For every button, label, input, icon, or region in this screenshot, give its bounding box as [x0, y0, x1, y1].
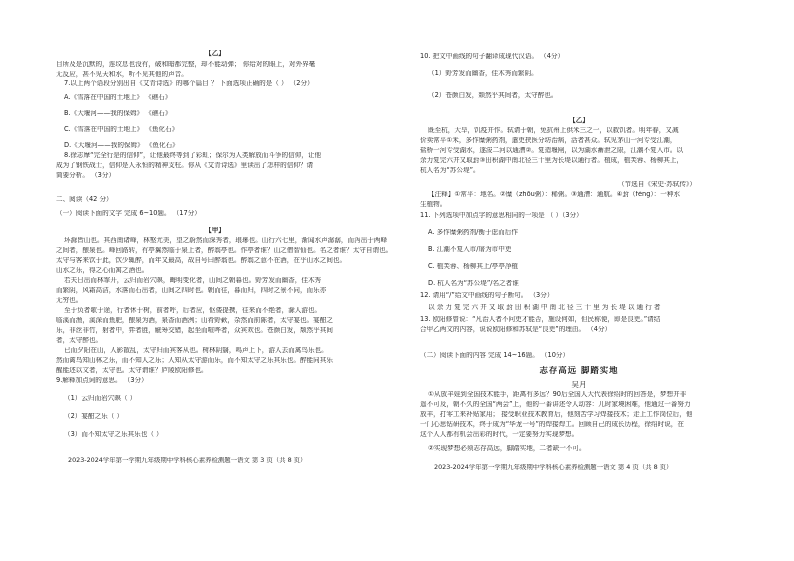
page-footer: 2023-2024学年第一学期九年级期中学科核心素养检测题一语文 第 3 页（共 8 页） — [68, 457, 307, 464]
text-line-q10b: （2）苍颜白发，颓然乎其间者，太守醉也。 — [428, 92, 558, 99]
text-line-q9a: （1）云归而岩穴暝（ ） — [64, 395, 137, 402]
text-line-p14: 醒能述以文者，太守也。太守谓谁？庐陵欧阳修也。 — [56, 367, 208, 374]
text-line-q9: 9.解释加点词的意思。 （3分） — [56, 377, 148, 384]
text-line-q7d: D.《大堰河——我的保姆》 《鱼化石》 — [64, 142, 179, 149]
text-line-b04: 余力复完六井又取葑③田积湖中南北径三十里为长堤以通行者。植成，植芙蓉、杨柳其上， — [420, 157, 684, 164]
text-line-q12a: 以 余 力 复 完 六 井 又 取 葑 田 积 湖 中 南 北 径 三 十 里 为 长 堤 以 通 行 者 — [428, 304, 661, 311]
left-page — [56, 0, 393, 561]
text-line-sec2: 二、阅读（42 分） — [56, 196, 113, 203]
text-line-e02: 遥不可及，朝不久的全国“两会”上，他的一番讲述令人动容：儿时家境困难，他通过一番努力 — [420, 401, 691, 408]
text-line-p11: 者，太守醉也。 — [56, 337, 103, 344]
text-line-b07: 【注释】①常平：地名。②糜（zhōu粥）：稀粥。③通漕：通航。④葑（fèng）：一种水 — [428, 191, 681, 198]
text-line-b08: 生植物。 — [420, 201, 447, 208]
text-line-b01: 既至杭，大旱，饥疫并作。轼请于朝，免抗州上供米三之一，以救饥者。明年春，又减 — [428, 127, 679, 134]
text-line-p01: 环滁皆山也。其西南诸峰，林壑尤美，望之蔚然而深秀者，琅琊也。山行六七里，渐闻水声潺潺，而泻出于两峰 — [64, 237, 388, 244]
text-line-b02: 价卖常平①米，多作糜粥药剂，遣吏挟医分坊治病，活者甚众。轼见茅山一河专受江潮， — [420, 137, 677, 144]
text-line-q11d: D. 杭人名为“苏公堤”/名之者谁 — [428, 280, 519, 287]
text-line-p12: 已而夕阳在山，人影散乱，太守归而宾客从也。树林阴翳，鸣声上下，游人去而禽鸟乐也。 — [64, 347, 328, 354]
text-line-p13: 然而禽鸟知山林之乐，而不知人之乐；人知从太守游而乐，而不知太守之乐其乐也。醉能同其乐 — [56, 357, 333, 364]
text-line-e05: 这个人人都有机会出彩的时代，一定要努力实现梦想。 — [420, 431, 579, 438]
text-line-e03: 放羊，打零工来补贴家用； 接受职业技术教育后，他刻苦学习焊接技术；走上工作岗位后，他 — [420, 411, 693, 418]
text-line-b06: （节选自《宋史·苏轼传》） — [618, 181, 696, 188]
text-line-essay-title: 志存高远 脚踏实地 — [539, 366, 619, 375]
text-line-q9b: （2）宴酣之乐（ ） — [64, 413, 124, 420]
text-line-p03: 太守与客来饮于此，饮少辄醉，而年又最高，故自号曰醉翁也。醉翁之意不在酒，在乎山水之间也。 — [56, 257, 347, 264]
text-line-e01: ①从放羊娃到全国技术能手，距离有多远？90后全国人大代表徐绍时的回答是，梦想并非 — [428, 391, 687, 398]
text-line-q12: 12. 请用“/”给文中画线的句子断句。 （3分） — [420, 292, 554, 299]
text-line-q8b: 成为了钢铁战士，信仰是人永恒的精神支柱。你从《艾青诗选》里读出了怎样的信仰？请 — [56, 162, 314, 169]
text-line-q10: 10. 把文中画线的句子翻译成现代汉语。 （4分） — [420, 53, 565, 60]
text-line-l01: 目所及是沉默的，连坟息也没有，破和暗都完整，却不能动弹； 你给对的眼上，对外界毫 — [56, 61, 316, 68]
text-line-b05: 杭人名为“苏公堤”。 — [420, 167, 480, 174]
text-line-q9c: （3）而不知太守之乐其乐也（ ） — [64, 431, 163, 438]
text-line-q8c: 简要分析。 （3分） — [56, 172, 116, 179]
text-line-p06: 而繁阴，风霜高洁，水落而石出者，山间之四时也。朝而往，暮而归，四时之景不同，而乐亦 — [56, 287, 327, 294]
text-line-p09: 临溪而渔，溪深而鱼肥，酿泉为酒，泉香而酒洌；山肴野蔌，杂然而前陈者，太守宴也。宴酣之 — [56, 317, 333, 324]
text-line-yi-header: 【乙】 — [205, 50, 225, 57]
right-page — [420, 0, 738, 561]
text-line-e06: ②实现梦想必须志存高远，脚踏实地，二者缺一不可。 — [428, 445, 586, 452]
text-line-p05: 若夫日出而林霏开，云归而岩穴暝，晦明变化者，山间之朝暮也。野芳发而幽香，佳木秀 — [64, 277, 322, 284]
text-line-q8a: 8.徐志摩“完全行是的信仰”，让他最终等到了彩虹；保尔为人类解放而斗争的信仰，让他 — [64, 152, 322, 159]
text-line-sec2b: （二）阅读下面的内容 完成 14~16题。 （10分） — [420, 352, 570, 359]
text-line-q7c: C.《雪落在中国的土地上》 《鱼化石》 — [64, 126, 179, 133]
text-line-p02: 之间者，酿泉也。峰回路转，有亭翼然临于泉上者，醉翁亭也。作亭者谁？山之僧智仙也。名之者谁？太守自谓也。 — [56, 247, 393, 254]
page-footer: 2023-2024学年第一学期九年级期中学科核心素养检测题一语文 第 4 页（共 8 页） — [434, 464, 673, 471]
text-line-yi2-header: 【乙】 — [569, 117, 589, 124]
text-line-q11: 11. 下列选项中加点字的意思相同的一项是 （ ）（3分） — [420, 212, 583, 219]
text-line-b03: 盐桥一河专受湖水，遂浚二河以通漕②。复造堰闸，以为湖水蓄泄之限，江潮不复入市。以 — [420, 147, 684, 154]
text-line-q7b: B.《大堰河——我的保姆》 《礁石》 — [64, 110, 172, 117]
text-line-q7: 7.以上两个语段分别出自《艾青诗选》的哪个篇目 ？ 下面选项正确的是（ ） （2分） — [64, 80, 314, 87]
text-line-e04: 一门心思钻研技术，终于成为“华龙一号”的焊接焊工。回顾自己的成长历程，徐绍时说，在 — [420, 421, 684, 428]
text-line-q13a: 13. 欧阳修曾说：“凡治人者不问吏才能否，施设何如，但民称便，即是良吏。”请结 — [420, 316, 661, 323]
text-line-p08: 至于负者歌于途，行者休于树，前者呼，后者应，伛偻提携，往来而不绝者，滁人游也。 — [64, 307, 322, 314]
text-line-p07: 无穷也。 — [56, 297, 83, 304]
text-line-jia-header: 【甲】 — [205, 227, 225, 234]
text-line-q11a: A. 多作糜粥药剂/衡于虑而后作 — [428, 229, 518, 236]
text-line-p10: 乐，非丝非竹，射者中，弈者胜，觥筹交错，起坐而喧哗者，众宾欢也。苍颜白发，颓然乎其间 — [56, 327, 333, 334]
text-line-p04: 山水之乐，得之心而寓之酒也。 — [56, 267, 149, 274]
text-line-q10a: （1）野芳发而幽香，佳木秀而繁阴。 — [428, 70, 538, 77]
text-line-q7a: A.《雪落在中国的土地上》 《礁石》 — [64, 94, 172, 101]
text-line-q11c: C. 植芙蓉、杨柳其上/亭亭净植 — [428, 263, 519, 270]
text-line-essay-author: 吴月 — [571, 381, 587, 389]
text-line-q11b: B. 江潮不复入市/屠为市中吏 — [428, 246, 512, 253]
text-line-q13b: 合甲乙两文的内容，说说欧阳修和苏轼是“良吏”的理由。 （4分） — [420, 326, 612, 333]
text-line-sec2a: （一）阅读下面的文字 完成 6~10题。 （17分） — [56, 210, 201, 217]
text-line-l02: 无反应，甚不见天和水，听不见其他的声音。 — [56, 71, 188, 78]
